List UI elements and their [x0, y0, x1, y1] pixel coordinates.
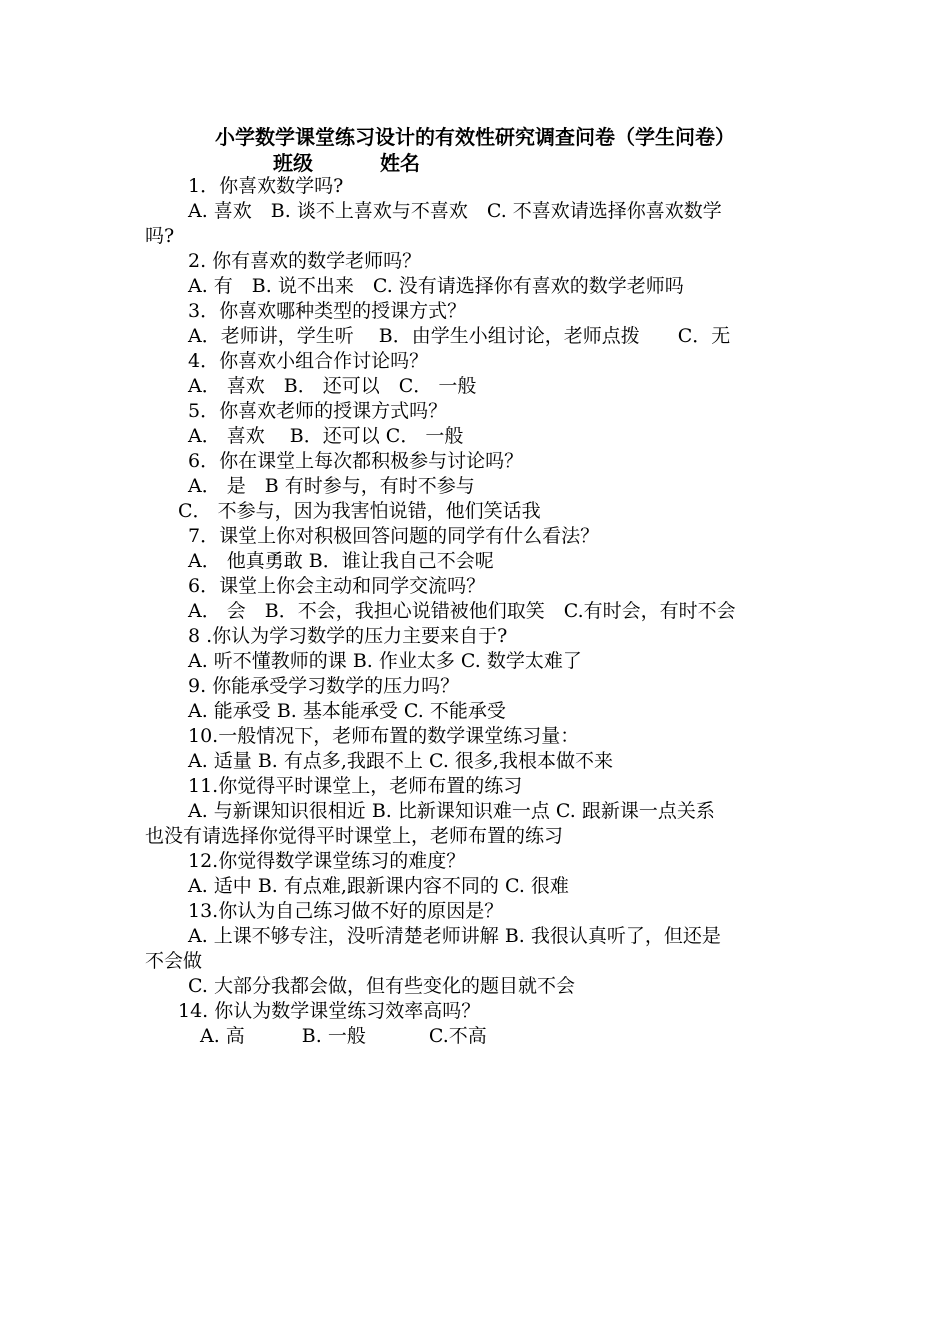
question-11: 11.你觉得平时课堂上，老师布置的练习 [188, 775, 523, 797]
question-5: 5．你喜欢老师的授课方式吗？ [188, 400, 448, 422]
question-6b-options: A． 会 B．不会，我担心说错被他们取笑 C.有时会，有时不会 [188, 600, 736, 622]
question-8-options: A. 听不懂教师的课 B. 作业太多 C. 数学太难了 [188, 650, 582, 672]
question-1: 1．你喜欢数学吗? [188, 175, 344, 197]
question-1-options: A. 喜欢 B. 谈不上喜欢与不喜欢 C. 不喜欢请选择你喜欢数学 [188, 200, 722, 222]
question-2: 2. 你有喜欢的数学老师吗？ [188, 250, 422, 272]
question-6-options: A． 是 B 有时参与，有时不参与 [188, 475, 475, 497]
question-10: 10.一般情况下，老师布置的数学课堂练习量： [188, 725, 580, 747]
question-11-options-cont: 也没有请选择你觉得平时课堂上，老师布置的练习 [145, 825, 564, 847]
question-13-options: A. 上课不够专注，没听清楚老师讲解 B. 我很认真听了，但还是 [188, 925, 721, 947]
class-name-row [0, 150, 950, 176]
question-3-options: A．老师讲，学生听 B．由学生小组讨论，老师点拨 C．无 [188, 325, 731, 347]
question-6: 6．你在课堂上每次都积极参与讨论吗？ [188, 450, 524, 472]
question-4-options: A． 喜欢 B． 还可以 C． 一般 [188, 375, 477, 397]
question-12: 12.你觉得数学课堂练习的难度？ [188, 850, 466, 872]
question-13-options-cont: 不会做 [145, 950, 203, 972]
question-7-options: A． 他真勇敢 B．谁让我自己不会呢 [188, 550, 494, 572]
question-9-options: A. 能承受 B. 基本能承受 C. 不能承受 [188, 700, 506, 722]
question-9: 9. 你能承受学习数学的压力吗？ [188, 675, 460, 697]
question-12-options: A. 适中 B. 有点难,跟新课内容不同的 C. 很难 [188, 875, 569, 897]
question-6b: 6．课堂上你会主动和同学交流吗？ [188, 575, 486, 597]
page-title: 小学数学课堂练习设计的有效性研究调查问卷（学生问卷） [215, 125, 735, 149]
question-8: 8 .你认为学习数学的压力主要来自于? [188, 625, 508, 647]
question-14: 14. 你认为数学课堂练习效率高吗？ [178, 1000, 481, 1022]
question-6-option-c: C． 不参与，因为我害怕说错，他们笑话我 [178, 500, 541, 522]
question-1-options-cont: 吗? [145, 225, 175, 247]
question-5-options: A． 喜欢 B．还可以 C． 一般 [188, 425, 464, 447]
question-2-options: A. 有 B. 说不出来 C. 没有请选择你有喜欢的数学老师吗 [188, 275, 684, 297]
class-label: 班级 [273, 151, 313, 175]
question-14-options: A. 高 B. 一般 C.不高 [200, 1025, 487, 1047]
question-10-options: A. 适量 B. 有点多,我跟不上 C. 很多,我根本做不来 [188, 750, 613, 772]
question-7: 7．课堂上你对积极回答问题的同学有什么看法？ [188, 525, 600, 547]
question-11-options: A. 与新课知识很相近 B. 比新课知识难一点 C. 跟新课一点关系 [188, 800, 715, 822]
name-label: 姓名 [380, 151, 420, 175]
question-13-option-c: C. 大部分我都会做，但有些变化的题目就不会 [188, 975, 575, 997]
question-4: 4．你喜欢小组合作讨论吗？ [188, 350, 429, 372]
question-3: 3．你喜欢哪种类型的授课方式？ [188, 300, 467, 322]
question-13: 13.你认为自己练习做不好的原因是？ [188, 900, 504, 922]
